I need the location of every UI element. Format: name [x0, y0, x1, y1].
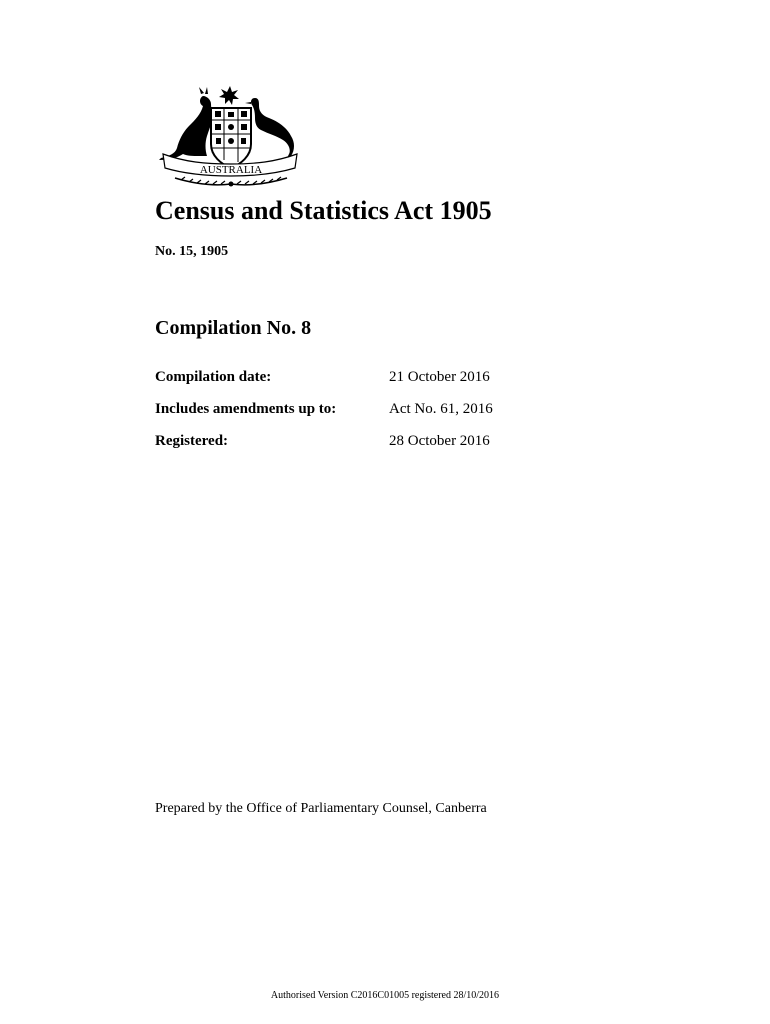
compilation-date-label: Compilation date:	[155, 369, 272, 385]
prepared-by-text: Prepared by the Office of Parliamentary Counsel, Canberra	[155, 801, 487, 816]
compilation-heading: Compilation No. 8	[155, 317, 312, 339]
amendments-label: Includes amendments up to:	[155, 401, 337, 417]
registered-row	[155, 433, 575, 453]
act-title: Census and Statistics Act 1905	[155, 196, 492, 225]
act-number: No. 15, 1905	[155, 244, 229, 259]
amendments-row	[155, 401, 575, 421]
crest-emblem-text: AUSTRALIA	[199, 164, 263, 176]
authorised-version-footer: Authorised Version C2016C01005 registered 28/10/2016	[270, 990, 500, 1001]
coat-of-arms-logo	[155, 84, 300, 190]
registered-label: Registered:	[155, 433, 229, 449]
compilation-date-row	[155, 369, 575, 389]
registered-value: 28 October 2016	[389, 433, 490, 449]
compilation-date-value: 21 October 2016	[389, 369, 490, 385]
amendments-value: Act No. 61, 2016	[389, 401, 493, 417]
